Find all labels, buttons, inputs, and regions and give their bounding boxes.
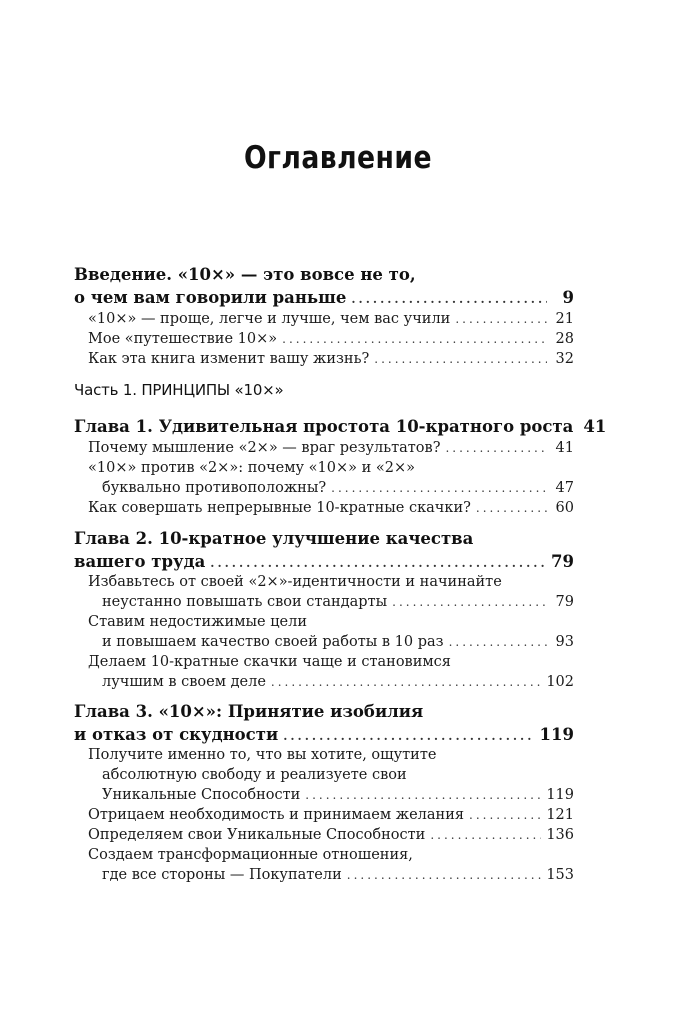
- page-number: 121: [546, 807, 574, 823]
- dot-leader: [392, 595, 547, 609]
- toc-chapter-1[interactable]: Глава 1. Удивительная простота 10-кратного роста 41: [74, 417, 607, 436]
- page-number: 28: [555, 331, 574, 347]
- toc-chapter-3[interactable]: и отказ от скудности ..... 119: [74, 725, 574, 746]
- toc-entry[interactable]: буквально противоположны? ..... 47: [102, 480, 574, 501]
- toc-entry[interactable]: «10×» — проще, легче и лучше, чем вас учили ..... 21: [88, 311, 574, 332]
- part-heading: Часть 1. ПРИНЦИПЫ «10×»: [74, 381, 284, 399]
- toc-entry[interactable]: Определяем свои Уникальные Способности ..... 136: [88, 827, 574, 848]
- toc-entry[interactable]: Как совершать непрерывные 10-кратные скачки? ..... 60: [88, 500, 574, 521]
- toc-entry[interactable]: Как эта книга изменит вашу жизнь? ..... 32: [88, 351, 574, 372]
- page-number: 47: [555, 480, 574, 496]
- toc-entry-line1: Создаем трансформационные отношения,: [88, 847, 413, 863]
- dot-leader: [476, 501, 547, 515]
- toc-intro-heading-line1: Введение. «10×» — это вовсе не то,: [74, 265, 416, 284]
- page-number: 79: [551, 552, 574, 571]
- toc-chapter-2[interactable]: вашего труда ..... 79: [74, 552, 574, 573]
- page-number: 79: [555, 594, 574, 610]
- toc-entry[interactable]: Мое «путешествие 10×» ..... 28: [88, 331, 574, 352]
- toc-entry-line1: Избавьтесь от своей «2×»-идентичности и начинайте: [88, 574, 502, 590]
- toc-entry-line1: Получите именно то, что вы хотите, ощутите: [88, 747, 437, 763]
- page-number: 60: [555, 500, 574, 516]
- dot-leader: [347, 868, 542, 882]
- dot-leader: [305, 788, 541, 802]
- page-number: 41: [583, 417, 607, 436]
- toc-entry-line1: Ставим недостижимые цели: [88, 614, 307, 630]
- dot-leader: [331, 481, 547, 495]
- dot-leader: [271, 675, 541, 689]
- toc-entry[interactable]: где все стороны — Покупатели ..... 153: [102, 867, 574, 888]
- toc-entry-line2: абсолютную свободу и реализуете свои: [102, 767, 407, 783]
- dot-leader: [210, 556, 546, 570]
- page-number: 41: [555, 440, 574, 456]
- dot-leader: [374, 352, 547, 366]
- page-number: 153: [546, 867, 574, 883]
- dot-leader: [455, 312, 547, 326]
- page-number: 102: [546, 674, 574, 690]
- toc-entry[interactable]: Уникальные Способности ..... 119: [102, 787, 574, 808]
- toc-entry[interactable]: лучшим в своем деле ..... 102: [102, 674, 574, 695]
- toc-entry-line1: Делаем 10-кратные скачки чаще и становимся: [88, 654, 451, 670]
- page-title: Оглавление: [243, 140, 433, 176]
- toc-chapter-3-line1: Глава 3. «10×»: Принятие изобилия: [74, 702, 424, 721]
- page-number: 119: [546, 787, 574, 803]
- dot-leader: [449, 635, 547, 649]
- toc-entry[interactable]: Почему мышление «2×» — враг результатов? ..... 41: [88, 440, 574, 461]
- page-number: 93: [555, 634, 574, 650]
- toc-chapter-2-line1: Глава 2. 10-кратное улучшение качества: [74, 529, 474, 548]
- dot-leader: [430, 828, 541, 842]
- toc-entry[interactable]: неустанно повышать свои стандарты ..... 79: [102, 594, 574, 615]
- dot-leader: [469, 808, 541, 822]
- page-number: 119: [539, 725, 574, 744]
- toc-intro-heading[interactable]: о чем вам говорили раньше ..... 9: [74, 288, 574, 309]
- dot-leader: [282, 332, 547, 346]
- toc-entry-line1: «10×» против «2×»: почему «10×» и «2×»: [88, 460, 416, 476]
- dot-leader: [283, 729, 534, 743]
- page-number: 9: [562, 288, 574, 307]
- dot-leader: [351, 292, 547, 306]
- page-number: 136: [546, 827, 574, 843]
- page-number: 32: [555, 351, 574, 367]
- page-number: 21: [555, 311, 574, 327]
- dot-leader: [445, 441, 547, 455]
- toc-entry[interactable]: и повышаем качество своей работы в 10 раз ..... 93: [102, 634, 574, 655]
- toc-entry[interactable]: Отрицаем необходимость и принимаем желания ..... 121: [88, 807, 574, 828]
